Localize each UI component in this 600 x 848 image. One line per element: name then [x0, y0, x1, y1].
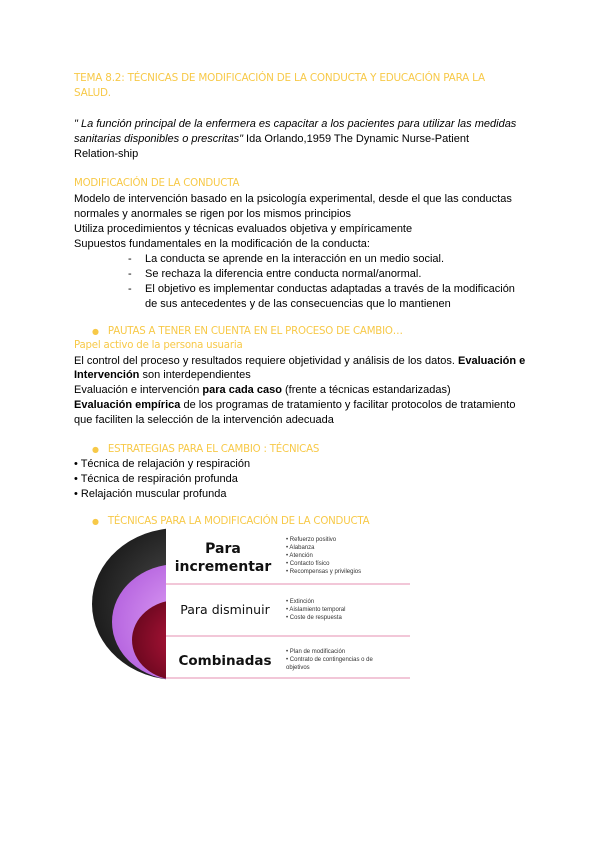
s3-item-2: • Técnica de respiración profunda — [74, 473, 238, 485]
subheading-papel-activo: Papel activo de la persona usuaria — [74, 340, 243, 351]
s1-bullet-3-cont: de sus antecedentes y de las consecuencias que lo mantienen — [145, 298, 451, 310]
s2-line2-bold: Intervención — [74, 369, 140, 381]
dash-marker: - — [128, 268, 132, 280]
s2-line3-text: Evaluación e intervención — [74, 384, 203, 396]
dash-marker: - — [128, 253, 132, 265]
row1-item: • Recompensas y privilegios — [286, 569, 362, 575]
s1-line1: Modelo de intervención basado en la psicología experimental, desde el que las conductas — [74, 193, 512, 205]
bullet-icon: ● — [92, 517, 99, 526]
s2-line3-bold: para cada caso — [202, 384, 282, 396]
doc-title-line1: TEMA 8.2: TÉCNICAS DE MODIFICACIÓN DE LA CONDUCTA Y EDUCACIÓN PARA LA — [74, 72, 485, 84]
s2-line1 — [74, 355, 525, 367]
row3-item: • Contrato de contingencias o de — [286, 657, 373, 663]
quote-line1: " La función principal de la enfermera es capacitar a los pacientes para utilizar las medidas — [74, 118, 517, 130]
s2-line3 — [74, 384, 451, 396]
s2-line2 — [74, 369, 251, 381]
s1-bullet-3: El objetivo es implementar conductas adaptadas a través de la modificación — [145, 283, 515, 295]
s2-line4-bold: Evaluación empírica — [74, 399, 181, 411]
row2-item: • Aislamiento temporal — [286, 607, 346, 613]
dash-marker: - — [128, 283, 132, 295]
s3-item-3: • Relajación muscular profunda — [74, 488, 227, 500]
estrategias-heading-text: ESTRATEGIAS PARA EL CAMBIO : TÉCNICAS — [107, 444, 320, 455]
row2-item: • Coste de respuesta — [286, 615, 342, 621]
s1-bullet-1: La conducta se aprende en la interacción en un medio social. — [145, 253, 445, 265]
row1-item: • Contacto físico — [286, 561, 330, 567]
tecnicas-heading-text: TÉCNICAS PARA LA MODIFICACIÓN DE LA CONDUCTA — [107, 516, 370, 527]
row3-item: • Plan de modificación — [286, 649, 346, 655]
row1-item: • Atención — [286, 553, 313, 559]
row3-item: objetivos — [286, 665, 310, 671]
row2-item: • Extinción — [286, 599, 315, 605]
s3-item-1: • Técnica de relajación y respiración — [74, 458, 251, 470]
row-label-combinadas: Combinadas — [178, 653, 272, 669]
quote-italic: sanitarias disponibles o prescritas" — [74, 133, 243, 145]
s2-line2-text: son interdependientes — [139, 369, 251, 381]
techniques-figure — [82, 528, 412, 680]
doc-title-line2: SALUD. — [74, 87, 111, 99]
s2-line1-text: El control del proceso y resultados requiere objetividad y análisis de los datos. — [74, 355, 458, 367]
s2-line4 — [74, 399, 515, 411]
section-heading-tecnicas — [92, 516, 369, 527]
s1-line4: Supuestos fundamentales en la modificación de la conducta: — [74, 238, 370, 250]
quote-attribution: Ida Orlando,1959 The Dynamic Nurse-Patient — [243, 133, 470, 145]
row1-item: • Refuerzo positivo — [286, 537, 337, 543]
s1-bullet-2: Se rechaza la diferencia entre conducta normal/anormal. — [145, 268, 422, 280]
section-heading-estrategias — [92, 444, 319, 455]
bullet-icon: ● — [92, 445, 99, 454]
row1-item: • Alabanza — [286, 545, 315, 551]
row1-label-b: incrementar — [174, 559, 272, 575]
section-heading-modificacion: MODIFICACIÓN DE LA CONDUCTA — [74, 178, 240, 189]
row1-label-a: Para — [205, 541, 241, 557]
quote-line2 — [74, 133, 469, 145]
row-label-incrementar — [168, 540, 278, 576]
s2-line5: que faciliten la selección de la intervención adecuada — [74, 414, 334, 426]
row-label-disminuir: Para disminuir — [180, 602, 270, 617]
bullet-icon: ● — [92, 327, 99, 336]
pautas-heading-text: PAUTAS A TENER EN CUENTA EN EL PROCESO DE CAMBIO… — [107, 326, 403, 337]
s1-line2: normales y anormales se rigen por los mismos principios — [74, 208, 351, 220]
quote-line3: Relation-ship — [74, 148, 139, 160]
s2-line4-text: de los programas de tratamiento y facilitar protocolos de tratamiento — [180, 399, 516, 411]
s2-line3-rest: (frente a técnicas estandarizadas) — [281, 384, 451, 396]
section-heading-pautas — [92, 326, 403, 337]
s1-line3: Utiliza procedimientos y técnicas evaluados objetiva y empíricamente — [74, 223, 413, 235]
s2-line1-bold: Evaluación e — [458, 355, 526, 367]
